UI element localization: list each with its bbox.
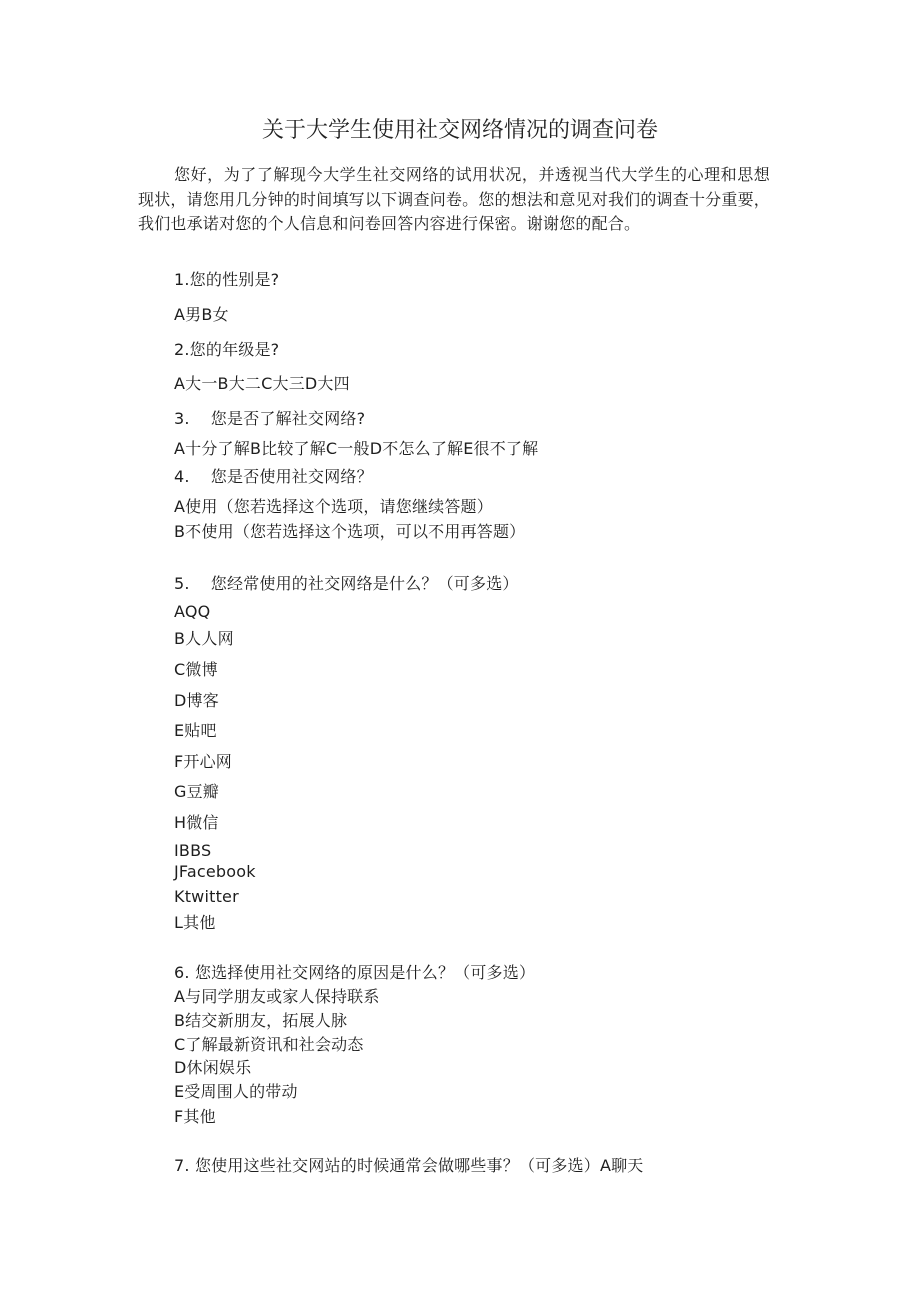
list-item: G豆瓣 [174,782,219,801]
list-item: D休闲娱乐 [174,1058,252,1077]
list-item: Ktwitter [174,887,239,906]
list-item: JFacebook [174,862,256,881]
list-item: E贴吧 [174,721,217,740]
list-item: IBBS [174,841,212,860]
question-1-options: A男B女 [174,305,229,324]
question-3-options: A十分了解B比较了解C一般D不怎么了解E很不了解 [174,439,539,458]
list-item: D博客 [174,691,219,710]
question-5: 5. 您经常使用的社交网络是什么？（可多选） [174,574,519,593]
list-item: H微信 [174,813,219,832]
intro-paragraph: 您好，为了了解现今大学生社交网络的试用状况，并透视当代大学生的心理和思想现状，请您用几分钟的时间填写以下调查问卷。您的想法和意见对我们的调查十分重要，我们也承诺对您的个人信息和问卷回答内容进行保密。谢谢您的配合。 [138,165,770,233]
list-item: A与同学朋友或家人保持联系 [174,987,380,1006]
list-item: C了解最新资讯和社会动态 [174,1035,364,1054]
question-7: 7. 您使用这些社交网站的时候通常会做哪些事？（可多选）A聊天 [174,1156,644,1175]
list-item: F开心网 [174,752,233,771]
survey-title: 关于大学生使用社交网络情况的调查问卷 [261,118,658,143]
list-item: L其他 [174,913,216,932]
list-item: C微博 [174,660,218,679]
question-2: 2.您的年级是? [174,340,280,359]
question-4: 4. 您是否使用社交网络？ [174,467,373,486]
question-2-options: A大一B大二C大三D大四 [174,374,350,393]
list-item: F其他 [174,1107,216,1126]
list-item: E受周围人的带动 [174,1082,298,1101]
question-4-option-b: B不使用（您若选择这个选项，可以不用再答题） [174,522,526,541]
question-1: 1.您的性别是? [174,270,280,289]
question-3: 3. 您是否了解社交网络? [174,409,366,428]
list-item: B结交新朋友，拓展人脉 [174,1011,348,1030]
question-4-option-a: A使用（您若选择这个选项，请您继续答题） [174,497,493,516]
list-item: AQQ [174,602,211,621]
list-item: B人人网 [174,629,234,648]
question-6: 6. 您选择使用社交网络的原因是什么？（可多选） [174,963,536,982]
